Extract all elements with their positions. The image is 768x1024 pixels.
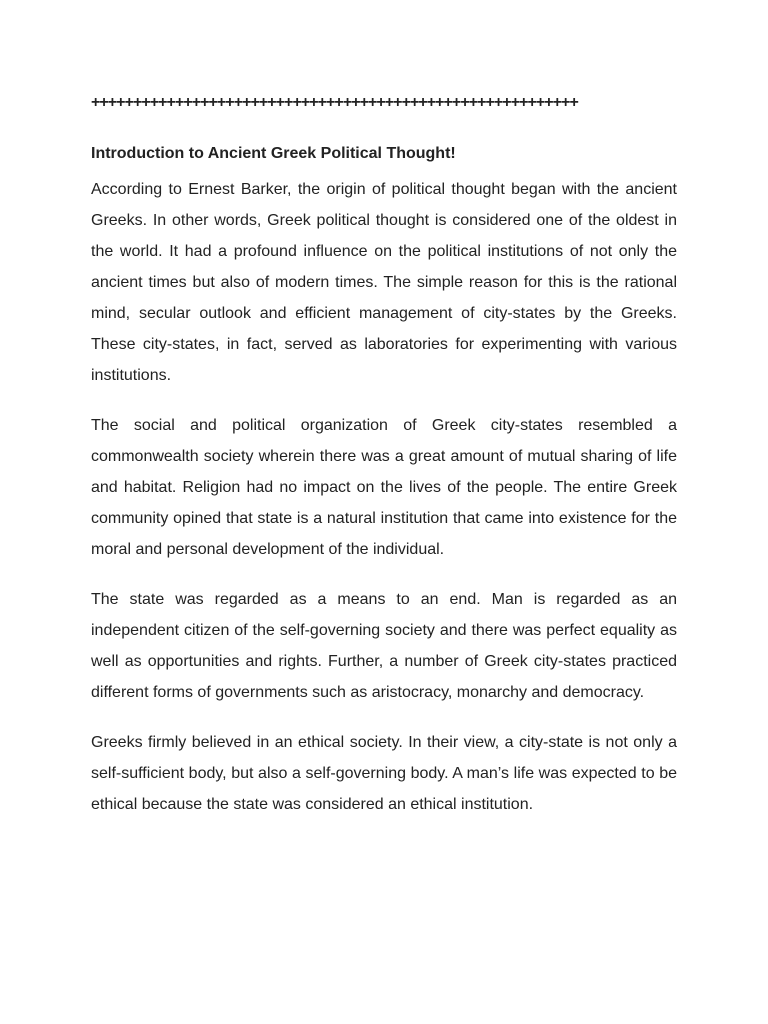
paragraph-social-organization: The social and political organization of Greek city-states resembled a commonwealth society wherein there was a great amount of mutual sharing of life and habitat. Religion had no impact on the lives of the people. The entire Greek community opined that state is a natural institution that came into existence for the moral and personal development of the individual.: [91, 417, 677, 558]
document-title: Introduction to Ancient Greek Political Thought!: [91, 145, 456, 162]
plus-sign-divider: ++++++++++++++++++++++++++++++++++++++++++++++++++++++++++: [91, 94, 578, 111]
paragraph-ethical-society: Greeks firmly believed in an ethical society. In their view, a city-state is not only a self-sufficient body, but also a self-governing body. A man’s life was expected to be ethical because the state was considered an ethical institution.: [91, 734, 677, 813]
document-page: [91, 93, 677, 839]
paragraph-origin: According to Ernest Barker, the origin of political thought began with the ancient Greeks. In other words, Greek political thought is considered one of the oldest in the world. It had a profound influence on the political institutions of not only the ancient times but also of modern times. The simple reason for this is the rational mind, secular outlook and efficient management of city-states by the Greeks. These city-states, in fact, served as laboratories for experimenting with various institutions.: [91, 181, 677, 384]
paragraph-state-means: The state was regarded as a means to an end. Man is regarded as an independent citizen of the self-governing society and there was perfect equality as well as opportunities and rights. Further, a number of Greek city-states practiced different forms of governments such as aristocracy, monarchy and democracy.: [91, 591, 677, 701]
